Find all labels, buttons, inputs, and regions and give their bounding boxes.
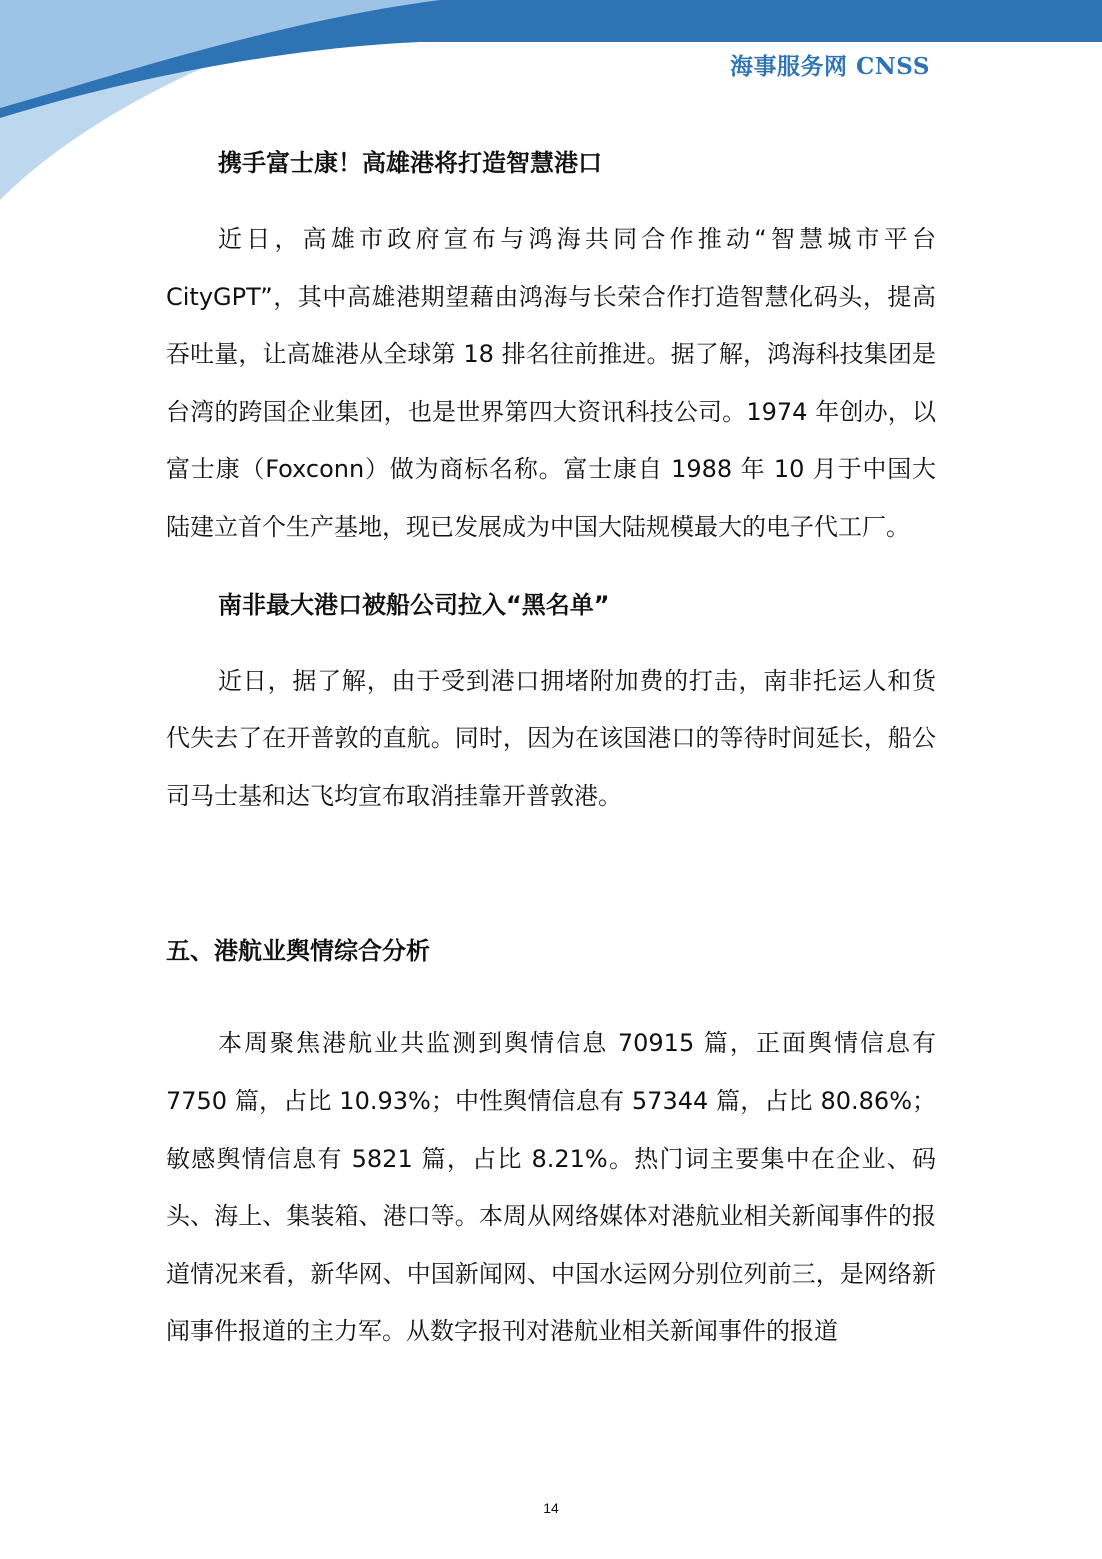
- document-content: [166, 135, 936, 1361]
- article-body-foxconn: 近日，高雄市政府宣布与鸿海共同合作推动“智慧城市平台CityGPT”，其中高雄港期望藉由鸿海与长荣合作打造智慧化码头，提高吞吐量，让高雄港从全球第 18 排名往前推进。据了解，鸿海科技集团是台湾的跨国企业集团，也是世界第四大资讯科技公司。1974 年创办，以富士康（Foxconn）做为商标名称。富士康自 1988 年 10 月于中国大陆建立首个生产基地，现已发展成为中国大陆规模最大的电子代工厂。: [166, 225, 936, 541]
- brand-title: 海事服务网 CNSS: [729, 53, 930, 80]
- section-body-analysis: 本周聚焦港航业共监测到舆情信息 70915 篇，正面舆情信息有7750 篇，占比 10.93%；中性舆情信息有 57344 篇，占比 80.86%；敏感舆情信息有 5821 篇，占比 8.21%。热门词主要集中在企业、码头、海上、集装箱、港口等。本周从网络媒体对港航业相关新闻事件的报道情况来看，新华网、中国新闻网、中国水运网分别位列前三，是网络新闻事件报道的主力军。从数字报刊对港航业相关新闻事件的报道: [166, 1029, 936, 1346]
- section-title-analysis: 五、港航业舆情综合分析: [166, 937, 430, 966]
- article-body-south-africa: 近日，据了解，由于受到港口拥堵附加费的打击，南非托运人和货代失去了在开普敦的直航。同时，因为在该国港口的等待时间延长，船公司马士基和达飞均宣布取消挂靠开普敦港。: [166, 666, 936, 810]
- article-title-foxconn: 携手富士康！高雄港将打造智慧港口: [218, 149, 602, 177]
- page-number: 14: [543, 1500, 559, 1516]
- article-title-south-africa: 南非最大港口被船公司拉入“黑名单”: [218, 590, 610, 619]
